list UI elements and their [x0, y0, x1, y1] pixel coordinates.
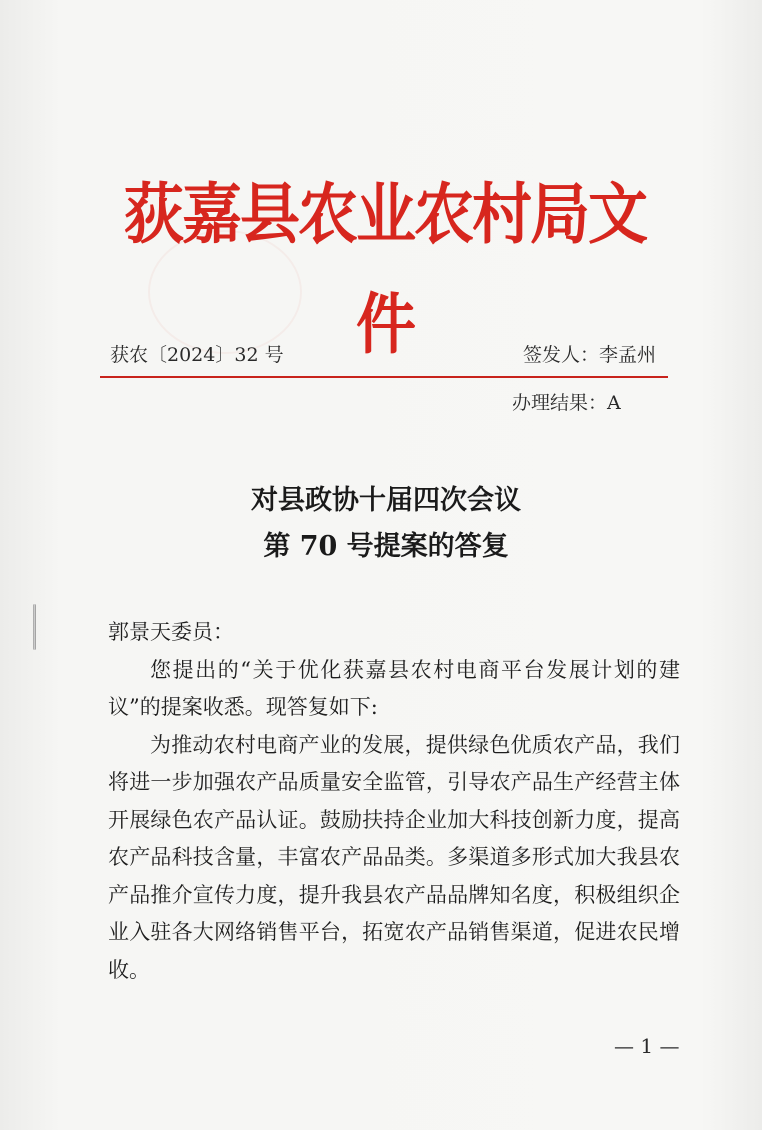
reply-title: [100, 478, 672, 570]
signer-name: 李孟州: [598, 344, 656, 366]
org-document-header: 荻嘉县农业农村局文件: [124, 176, 646, 364]
result-value: A: [607, 392, 621, 414]
page-number: — 1 —: [614, 1034, 680, 1058]
signer: [523, 340, 656, 370]
body-paragraph-2: 为推动农村电商产业的发展，提供绿色优质农产品，我们将进一步加强农产品质量安全监管，引导农产品生产经营主体开展绿色农产品认证。鼓励扶持企业加大科技创新力度，提高农产品科技含量，丰富农产品品类。多渠道多形式加大我县农产品推介宣传力度，提升我县农产品品牌知名度，积极组织企业入驻各大网络销售平台，拓宽农产品销售渠道，促进农民增收。: [108, 732, 680, 982]
body-paragraph-1: 您提出的“关于优化获嘉县农村电商平台发展计划的建议”的提案收悉。现答复如下:: [108, 657, 680, 719]
result-label: 办理结果：: [512, 392, 608, 414]
reply-title-line-2: 第 70 号提案的答复: [263, 531, 509, 562]
salutation: 郭景天委员：: [108, 620, 234, 644]
document-meta-row: [110, 340, 666, 370]
handling-result: [512, 388, 621, 418]
document-number: 获农〔2024〕32 号: [110, 344, 284, 366]
red-divider: [100, 376, 668, 378]
staple-clip: [33, 604, 36, 650]
document-body: [108, 614, 680, 989]
reply-title-line-1: 对县政协十届四次会议: [251, 485, 521, 516]
signer-label: 签发人：: [522, 344, 599, 366]
